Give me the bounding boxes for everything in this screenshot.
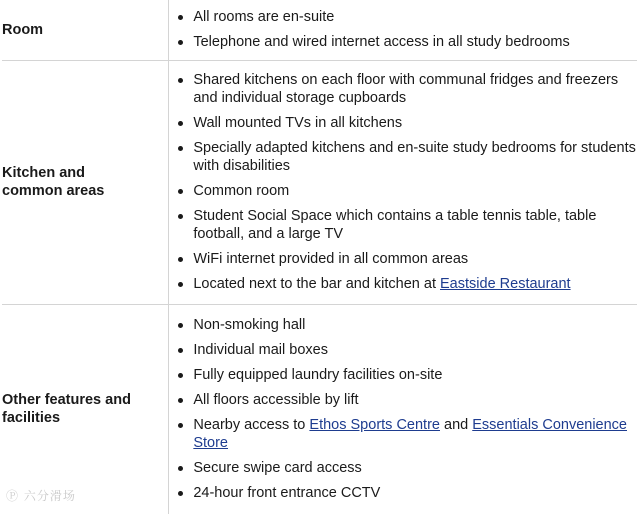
list-item: 24-hour front entrance CCTV (193, 484, 637, 502)
list-item: Specially adapted kitchens and en-suite study bedrooms for students with disabilities (193, 139, 637, 175)
list-item: Located next to the bar and kitchen at Eastside Restaurant (193, 275, 637, 293)
list-item: Nearby access to Ethos Sports Centre and Essentials Convenience Store (193, 416, 637, 452)
ethos-sports-centre-link[interactable]: Ethos Sports Centre (309, 417, 440, 434)
row-label-kitchen (2, 60, 169, 304)
list-item: Wall mounted TVs in all kitchens (193, 114, 637, 132)
list-item: Non-smoking hall (193, 316, 637, 334)
label-line: Other features and (2, 392, 131, 409)
table-row (2, 304, 637, 514)
eastside-restaurant-link[interactable]: Eastside Restaurant (440, 276, 571, 292)
list-item: Secure swipe card access (193, 459, 637, 477)
room-features-list (169, 8, 637, 51)
list-item: WiFi internet provided in all common areas (193, 250, 637, 268)
list-item: Telephone and wired internet access in all study bedrooms (193, 33, 637, 51)
label-line: Kitchen and (2, 165, 85, 181)
table-row (2, 0, 637, 60)
watermark: Ⓟ 六分滑场 (6, 489, 76, 503)
label-line: facilities (2, 410, 61, 427)
other-features-list (169, 316, 637, 502)
other-features-cell (169, 304, 637, 514)
list-item: Fully equipped laundry facilities on-site (193, 366, 637, 384)
essentials-convenience-store-link[interactable]: Essentials Convenience Store (193, 417, 627, 452)
room-features-cell (169, 0, 637, 60)
list-item: Shared kitchens on each floor with communal fridges and freezers and individual storage cupboards (193, 71, 637, 107)
kitchen-features-list (169, 71, 637, 293)
list-item: All rooms are en-suite (193, 8, 637, 26)
table-row (2, 60, 637, 304)
list-item: All floors accessible by lift (193, 391, 637, 409)
row-label-room: Room (2, 0, 169, 60)
kitchen-features-cell (169, 60, 637, 304)
facilities-table (2, 0, 637, 514)
row-label-other (2, 304, 169, 514)
list-item: Common room (193, 182, 637, 200)
list-item: Student Social Space which contains a table tennis table, table football, and a large TV (193, 207, 637, 243)
label-line: common areas (2, 183, 105, 199)
list-item: Individual mail boxes (193, 341, 637, 359)
